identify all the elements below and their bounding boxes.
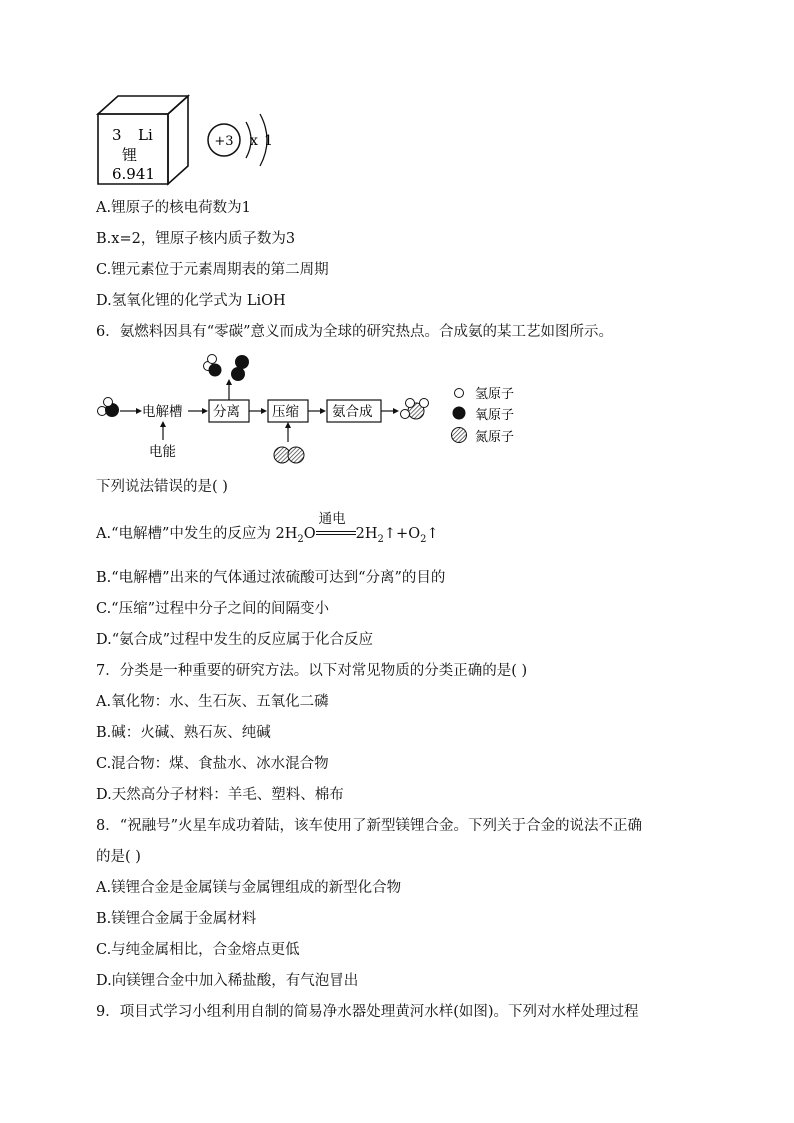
element-mass: 6.941 <box>112 165 155 183</box>
q8-option-a: A.镁锂合金是金属镁与金属锂组成的新型化合物 <box>96 880 402 896</box>
eq-condition: 通电 <box>318 511 346 527</box>
q6-option-a-text: A.“电解槽”中发生的反应为 <box>96 526 276 542</box>
eq-left: 2H <box>275 526 298 542</box>
eq-right-mid: ↑+O <box>383 526 421 542</box>
q6-option-a <box>96 511 439 550</box>
element-name: 锂 <box>122 146 138 164</box>
shell-x: x <box>250 133 258 149</box>
legend-oxygen-label: 氧原子 <box>475 408 515 423</box>
nitrogen-molecule-icon <box>274 447 304 463</box>
electrolyzer-label: 电解槽 <box>142 404 183 420</box>
q8-stem-line-1: 8．“祝融号”火星车成功着陆，该车使用了新型镁锂合金。下列关于合金的说法不正确 <box>96 818 643 834</box>
q7-option-d: D.天然高分子材料：羊毛、塑料、棉布 <box>96 787 344 803</box>
compress-label: 压缩 <box>272 404 299 420</box>
q5-option-b: B.x=2，锂原子核内质子数为3 <box>96 231 296 247</box>
q8-stem-line-2: 的是( ) <box>96 849 141 865</box>
ammonia-process-diagram <box>92 350 532 468</box>
q5-option-d: D.氢氧化锂的化学式为 LiOH <box>96 293 286 309</box>
legend-hydrogen-label: 氢原子 <box>475 387 515 402</box>
q7-stem: 7．分类是一种重要的研究方法。以下对常见物质的分类正确的是( ) <box>96 663 528 679</box>
q9-stem: 9．项目式学习小组利用自制的简易净水器处理黄河水样(如图)。下列对水样处理过程 <box>96 1004 639 1020</box>
eq-right-1: 2H <box>355 526 378 542</box>
hydrogen-molecule-icon <box>204 355 222 377</box>
ammonia-molecule-icon <box>401 399 429 420</box>
q6-prompt: 下列说法错误的是( ) <box>96 479 228 495</box>
legend-nitrogen-icon <box>452 428 467 443</box>
q6-option-c: C.“压缩”过程中分子之间的间隔变小 <box>96 601 330 617</box>
water-molecule-icon <box>98 398 120 418</box>
legend-hydrogen-icon <box>455 389 464 398</box>
q8-option-b: B.镁锂合金属于金属材料 <box>96 911 257 927</box>
lithium-figure <box>90 92 290 192</box>
element-symbol: Li <box>138 126 153 144</box>
shell-1: 1 <box>264 133 273 149</box>
eq-right-2-sub: 2 <box>420 533 427 545</box>
q6-option-d: D.“氨合成”过程中发生的反应属于化合反应 <box>96 632 374 648</box>
nucleus-charge: +3 <box>214 134 234 149</box>
q8-option-c: C.与纯金属相比，合金熔点更低 <box>96 942 300 958</box>
eq-right-tail: ↑ <box>426 526 439 542</box>
q5-option-a: A.锂原子的核电荷数为1 <box>96 200 251 216</box>
q8-option-d: D.向镁锂合金中加入稀盐酸，有气泡冒出 <box>96 973 359 989</box>
q7-option-b: B.碱：火碱、熟石灰、纯碱 <box>96 725 271 741</box>
element-number: 3 <box>112 126 122 144</box>
synthesis-label: 氨合成 <box>332 404 373 420</box>
energy-label: 电能 <box>149 444 176 460</box>
separate-label: 分离 <box>213 404 240 420</box>
eq-left-sub: 2 <box>297 533 304 545</box>
eq-right-1-sub: 2 <box>377 533 384 545</box>
q7-option-a: A.氧化物：水、生石灰、五氧化二磷 <box>96 694 329 710</box>
eq-left-tail: O <box>303 526 316 542</box>
q5-option-c: C.锂元素位于元素周期表的第二周期 <box>96 262 329 278</box>
eq-arrow <box>316 511 356 544</box>
legend-nitrogen-label: 氮原子 <box>475 430 515 445</box>
q6-stem: 6．氨燃料因具有“零碳”意义而成为全球的研究热点。合成氨的某工艺如图所示。 <box>96 324 614 340</box>
q7-option-c: C.混合物：煤、食盐水、冰水混合物 <box>96 756 329 772</box>
legend-oxygen-icon <box>453 407 466 420</box>
oxygen-molecule-icon <box>231 355 249 381</box>
equation <box>275 511 439 550</box>
q6-option-b: B.“电解槽”出来的气体通过浓硫酸可达到“分离”的目的 <box>96 570 446 586</box>
